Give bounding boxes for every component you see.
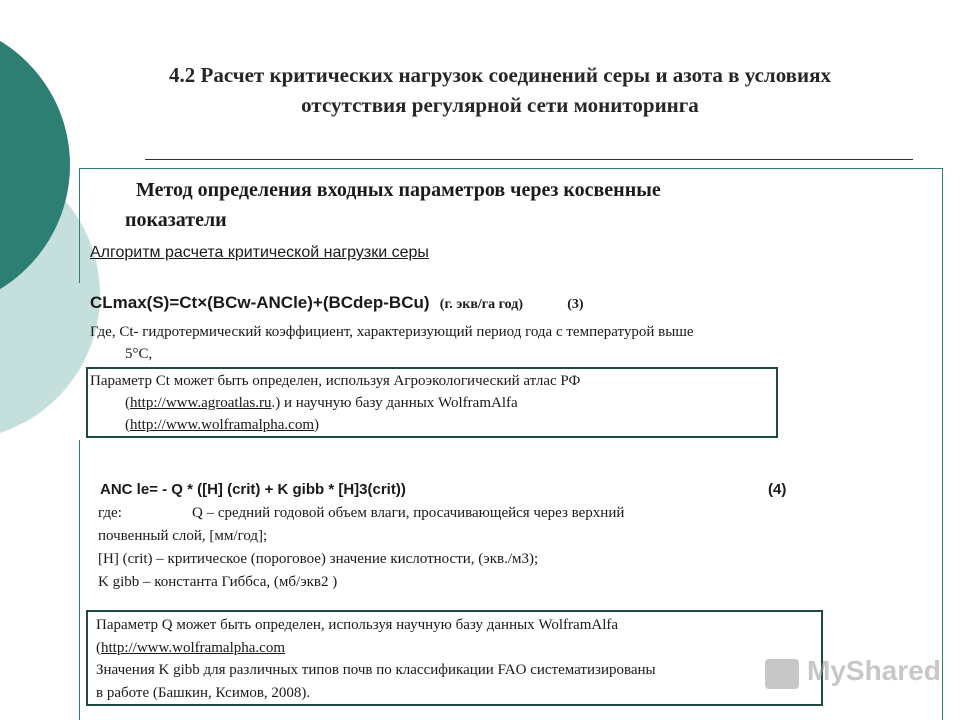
formula-3-unit: (г. экв/га год) bbox=[439, 297, 524, 312]
wolframalpha-link-1[interactable]: http://www.wolframalpha.com bbox=[130, 417, 314, 433]
presentation-icon bbox=[765, 659, 799, 689]
k-definition: K gibb – константа Гиббса, (мб/экв2 ) bbox=[98, 574, 338, 590]
note-q-line1: Параметр Q может быть определен, используя научную базу данных WolframAlfa bbox=[96, 617, 619, 633]
paren-open: ( bbox=[125, 417, 130, 433]
content-frame-top bbox=[79, 168, 943, 169]
paren-open: ( bbox=[125, 395, 130, 411]
algorithm-heading: Алгоритм расчета критической нагрузки серы bbox=[90, 244, 429, 261]
where-ct-line2: 5°C, bbox=[125, 346, 153, 362]
note-ct-line3 bbox=[125, 414, 319, 436]
formula-3-number: (3) bbox=[567, 297, 584, 312]
note-ct-line1: Параметр Ct может быть определен, используя Агроэкологический атлас РФ bbox=[90, 373, 581, 389]
note-ct-line2 bbox=[125, 392, 518, 414]
subtitle-line2: показатели bbox=[125, 209, 227, 231]
paren-close: ) bbox=[313, 417, 319, 433]
h-definition: [H] (crit) – критическое (пороговое) значение кислотности, (экв./м3); bbox=[98, 551, 539, 567]
watermark-text: MyShared bbox=[807, 655, 941, 686]
slide-title-line2: отсутствия регулярной сети мониторинга bbox=[301, 93, 699, 117]
formula-4-expression: ANC le= - Q * ([H] (crit) + K gibb * [H]3(crit)) bbox=[100, 481, 406, 498]
q-definition-line2: почвенный слой, [мм/год]; bbox=[98, 528, 268, 544]
paren-open: ( bbox=[96, 640, 101, 656]
formula-4-number: (4) bbox=[768, 481, 787, 498]
where4-label: где: bbox=[98, 505, 122, 521]
formula-3-expression: CLmax(S)=Ct×(BCw-ANCle)+(BCdep-BCu) bbox=[90, 293, 430, 312]
where-ct-line1: Где, Ct- гидротермический коэффициент, характеризующий период года с температурой выше bbox=[90, 324, 694, 340]
q-definition: Q – средний годовой объем влаги, просачивающейся через верхний bbox=[192, 505, 625, 521]
title-divider bbox=[145, 159, 913, 160]
content-frame-left-lower bbox=[79, 440, 80, 720]
subtitle-line1: Метод определения входных параметров через косвенные bbox=[136, 179, 661, 201]
note-q-line2 bbox=[96, 637, 285, 659]
wolframalpha-link-2[interactable]: http://www.wolframalpha.com bbox=[101, 640, 285, 656]
content-frame-right bbox=[942, 168, 943, 720]
slide-title-line1: 4.2 Расчет критических нагрузок соединений серы и азота в условиях bbox=[169, 63, 831, 87]
slide-title bbox=[60, 60, 940, 120]
note-q-line4: в работе (Башкин, Ксимов, 2008). bbox=[96, 685, 311, 701]
agroatlas-link[interactable]: http://www.agroatlas.ru bbox=[130, 395, 272, 411]
content-frame-left bbox=[79, 168, 80, 283]
watermark bbox=[765, 655, 941, 695]
note-q-line3: Значения K gibb для различных типов почв по классификации FAO систематизированы bbox=[96, 662, 656, 678]
formula-3 bbox=[90, 293, 584, 313]
note-ct-line2-rest: .) и научную базу данных WolframAlfa bbox=[271, 395, 518, 411]
